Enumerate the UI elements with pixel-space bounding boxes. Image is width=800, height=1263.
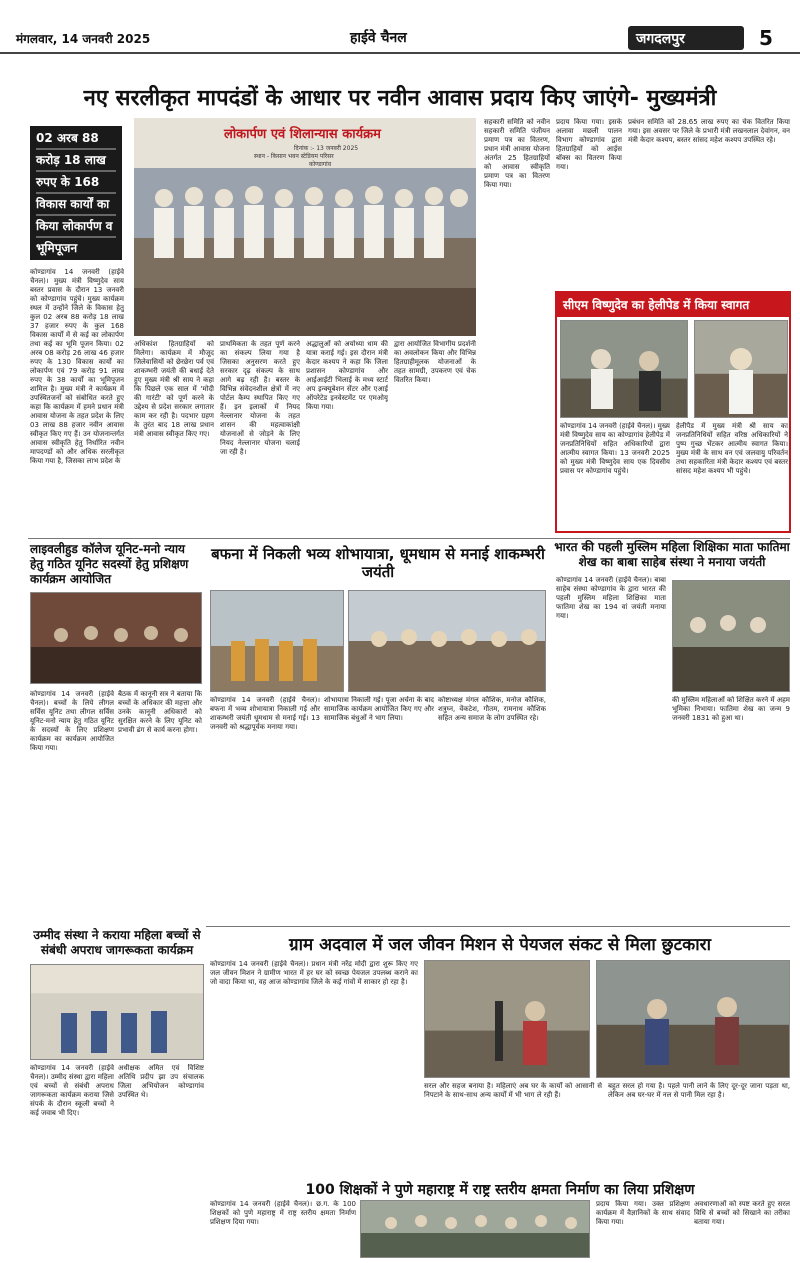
story6-col-2: अधीक्षक अमित एवं विशिष्ट अतिथि प्रदीप झा उप संचालक जिला अभियोजन कोण्डागांव उपस्थित थे। <box>118 1064 204 1099</box>
page-header <box>0 0 800 54</box>
training-scene <box>31 593 201 683</box>
highlight-line-1: 02 अरब 88 <box>36 130 116 150</box>
fatima-sheikh-event-photo <box>672 580 790 692</box>
highlight-box <box>30 126 122 260</box>
story2-col-1: कोण्डागांव 14 जनवरी (हाईवे चैनल)। बच्चों के लिये लीगल सर्विस यूनिट तथा लीगल सर्विस यूनिट-मनो न्याय हेतु गठित यूनिट के सदस्यों के लिए प्रशिक्षण कार्यक्रम का कार्यक्रम आयोजित किया गया। <box>30 690 114 752</box>
lead-col-4: अद्धालुओं को अयोध्या धाम की यात्रा कराई गई। इस दौरान मंत्री केदार कश्यप ने कहा कि जिला प्रशासन कोण्डागांव और आईआईटी भिलाई के मध्य स्टार्ट अप इन्क्यूबेशन सेंटर और एआई ऑपरेटेड इनवेस्टमेंट पर एमओयू किया गया। <box>306 340 388 411</box>
awareness-program-scene <box>31 965 203 1059</box>
water-tap-photo-1 <box>424 960 590 1078</box>
highlight-line-2: करोड़ 18 लाख <box>36 152 116 172</box>
lead-col-2: अधिकांश हितग्राहियों को मिलेगा। कार्यक्रम में मौजूद जिलेवासियों को छेरछेरा पर्व एवं शाकम्भरी जयंती की बधाई देते हुए मुख्य मंत्री श्री साय ने कहा कि पिछले एक साल में 'मोदी की गारंटी' को पूर्ण करने के उद्देश्य से प्रदेश सरकार लगातार काम कर रही है। पदभार ग्रहण के तुरंत बाद 18 लाख प्रधान मंत्री आवास स्वीकृत किए गए। <box>134 340 214 438</box>
training-photo <box>30 592 202 684</box>
helipad-photo-2 <box>694 320 788 418</box>
story5-col-3: बहुत सरल हो गया है। पहले पानी लाने के लिए दूर-दूर जाना पड़ता था, लेकिन अब घर-घर में नल से पानी मिल रहा है। <box>608 1082 790 1099</box>
highlight-line-3: रुपए के 168 <box>36 174 116 194</box>
water-tap-scene-2 <box>597 961 789 1077</box>
divider <box>206 926 790 927</box>
water-tap-scene-1 <box>425 961 589 1077</box>
helipad-photo-1 <box>560 320 688 418</box>
banner-title: लोकार्पण एवं शिलान्यास कार्यक्रम <box>224 127 381 142</box>
issue-date: मंगलवार, 14 जनवरी 2025 <box>16 32 151 46</box>
highlight-line-6: भूमिपूजन <box>36 241 78 255</box>
story6-headline: उम्मीद संस्था ने कराया महिला बच्चों से संबंधी अपराध जागरूकता कार्यक्रम <box>33 928 201 957</box>
stage-banner <box>134 118 476 168</box>
water-tap-photo-2 <box>596 960 790 1078</box>
story7-col-3: प्रदाय किया गया। उक्त प्रशिक्षण कार्यक्रम में वैज्ञानिकों के साथ संवाद किया गया। <box>596 1200 690 1226</box>
fatima-sheikh-event-scene <box>673 581 789 691</box>
banner-venue: स्थान - किसान भवन स्टेडियम परिसर <box>254 153 334 160</box>
highlight-line-5: किया लोकार्पण व <box>36 218 116 238</box>
story3-headline: बफना में निकली भव्य शोभायात्रा, धूमधाम से मनाई शाकम्भरी जयंती <box>211 545 545 581</box>
lead-col-8: प्रबंधन समिति को 28.65 लाख रुपए का चेक वितरित किया गया। इस अवसर पर जिले के प्रभारी मंत्री लखनलाल देवांगन, वन मंत्री केदार कश्यप, बस्तर सांसद महेश कश्यप उपस्थित रहे। <box>628 118 790 144</box>
story3-col-2: शोभायात्रा निकाली गई। पूजा अर्चना के बाद सामाजिक कार्यक्रम आयोजित किए गए और सामाजिक बंधुओं ने भाग लिया। <box>324 696 434 722</box>
lead-col-7: प्रदाय किया गया। इसके अलावा मछली पालन विभाग कोण्डागांव द्वारा हितग्राहियों को आईस बॉक्स का वितरण किया गया। <box>556 118 622 171</box>
story2-col-2: बैठक में कानूनी सत्र ने बताया कि बच्चों के अधिकार की महत्ता और उनके कानूनी अधिकारों को सुरक्षित करने के लिए यूनिट को प्रभावी ढंग से कार्य करना होगा। <box>118 690 202 734</box>
banner-date: दिनांक :- 13 जनवरी 2025 <box>294 145 359 152</box>
teachers-training-scene <box>361 1201 589 1257</box>
story4-col-2: की मुस्लिम महिलाओं को शिक्षित करने में अहम भूमिका निभाया। फातिमा शेख का जन्म 9 जनवरी 1831 को हुआ था। <box>672 696 790 722</box>
story4-headline: भारत की पहली मुस्लिम महिला शिक्षिका माता फातिमा शेख का बाबा साहेब संस्था ने मनाया जयंती <box>554 540 790 569</box>
procession-scene-2 <box>349 591 545 691</box>
lead-col-3: प्राथमिकता के तहत पूर्ण करने का संकल्प लिया गया है जिसका अनुसरण करते हुए सरकार दृढ़ संकल्प के साथ आगे बढ़ रही है। बस्तर के विभिन्न संवेदनशील क्षेत्रों में नए पोर्टल कैम्प स्थापित किए गए हैं। इन इलाकों में नियद नेल्लानार योजना के तहत शासन की महत्वाकांक्षी योजनाओं से जोड़ने के लिए नियद नेल्लानार योजना चलाई जा रही है। <box>220 340 300 456</box>
lead-col-6: सहकारी समिति को नवीन सहकारी समिति पंजीयन प्रमाण पत्र का वितरण, प्रधान मंत्री आवास योजना अंतर्गत 25 हितग्राहियों को आवास स्वीकृति प्रमाण पत्र का वितरण किया गया। <box>484 118 550 189</box>
cm-welcome-title: सीएम विष्णुदेव का हेलीपेड में किया स्वागत <box>555 291 791 317</box>
cm-box-col-right: हेलीपैड में मुख्य मंत्री श्री साय का जनप्रतिनिधियों सहित वरिष्ठ अधिकारियों ने पुष्प गुच्छ भेंटकर आत्मीय स्वागत किया। मुख्य मंत्री के साथ वन एवं जलवायु परिवर्तन तथा सहकारिता मंत्री केदार कश्यप एवं बस्तर सांसद महेश कश्यप भी पहुंचे। <box>676 422 788 475</box>
crowd-graphic <box>134 168 476 336</box>
story6-col-1: कोण्डागांव 14 जनवरी (हाईवे चैनल)। उम्मीद संस्था द्वारा महिला एवं बच्चों से संबंधी अपराध जागरूकता कार्यक्रम कराया जिसे संपर्क के दौरान स्कूली बच्चों ने कई जवाब भी दिए। <box>30 1064 114 1117</box>
page-number: 5 <box>759 26 773 50</box>
story7-col-1: कोण्डागांव 14 जनवरी (हाईवे चैनल)। छ.ग. के 100 शिक्षकों को पुणे महाराष्ट्र में राष्ट्र स्तरीय क्षमता निर्माण प्रशिक्षण दिया गया। <box>210 1200 356 1226</box>
paper-name: हाईवे चैनल <box>350 30 407 46</box>
procession-photo-2 <box>348 590 546 692</box>
story7-headline: 100 शिक्षकों ने पुणे महाराष्ट्र में राष्ट्र स्तरीय क्षमता निर्माण का लिया प्रशिक्षण <box>305 1182 695 1198</box>
story4-col-1: कोण्डागांव 14 जनवरी (हाईवे चैनल)। बाबा साहेब संस्था कोण्डागांव के द्वारा भारत की पहली मुस्लिम महिला शिक्षिका माता फातिमा शेख का 194 वां जयंती मनाया गया। <box>556 576 666 620</box>
divider <box>28 538 790 539</box>
helipad-scene-1 <box>561 321 687 417</box>
banner-place: कोण्डागांव <box>309 161 332 168</box>
event-stage-photo <box>134 118 476 336</box>
procession-scene-1 <box>211 591 343 691</box>
lead-col-1: कोण्डागांव 14 जनवरी (हाईवे चैनल)। मुख्य मंत्री विष्णुदेव साय बस्तर प्रवास के दौरान 13 जनवरी को कोण्डागांव पहुंचे। मुख्य कार्यक्रम स्थल में उन्होंने जिले के विकास हेतु कुल 02 अरब 88 करोड़ 18 लाख 37 हजार रुपए के कुल 168 विकास कार्यों में से कई का लोकार्पण तथा कई का भूमि पूजन किया। 02 अरब 08 करोड़ 26 लाख 46 हजार रुपए के 130 विकास कार्यों का लोकार्पण एवं 79 करोड़ 91 लाख रुपए के 38 कार्यों का भूमिपूजन शामिल है। मुख्य मंत्री ने कार्यक्रम में उपस्थितजनों को संबोधित करते हुए कहा कि कार्यक्रम में हमने प्रधान मंत्री आवास योजना के तहत प्रदेश के लिए 03 लाख 88 हजार नवीन आवास स्वीकृत किए गए हैं। उन योजनान्तर्गत आवास स्वीकृति हेतु निर्धारित नवीन मापदण्डों को और अधिक सरलीकृत किया गया है, जिसका लाभ प्रदेश के <box>30 268 124 465</box>
story3-col-1: कोण्डागांव 14 जनवरी (हाईवे चैनल)। बफना में भव्य शोभायात्रा निकाली गई और शाकम्भरी जयंती धूमधाम से मनाई गई। 13 जनवरी को श्रद्धापूर्वक मनाया गया। <box>210 696 320 731</box>
lead-col-5: द्वारा आयोजित विभागीय प्रदर्शनी का अवलोकन किया और विभिन्न हितग्राहीमूलक योजनाओं के तहत सामग्री, उपकरण एवं चेक वितरित किया। <box>394 340 476 384</box>
lead-headline: नए सरलीकृत मापदंडों के आधार पर नवीन आवास प्रदाय किए जाएंगे- मुख्यमंत्री <box>83 86 717 111</box>
story5-col-1: कोण्डागांव 14 जनवरी (हाईवे चैनल)। प्रधान मंत्री नरेंद्र मोदी द्वारा शुरू किए गए जल जीवन मिशन ने ग्रामीण भारत में हर घर को स्वच्छ पेयजल उपलब्ध कराने का जो वादा किया था, वह आज कोण्डागांव जिले के कई गांवों में साकार हो रहा है। <box>210 960 418 986</box>
teachers-training-photo <box>360 1200 590 1258</box>
helipad-scene-2 <box>695 321 787 417</box>
awareness-program-photo <box>30 964 204 1060</box>
story3-col-3: कोष्टाध्यक्ष मंगल कौशिक, मनोज कौशिक, शत्रुघ्न, वेंकटेश, गौतम, रामनाथ कौशिक सहित अन्य समाज के लोग उपस्थित रहे। <box>438 696 546 722</box>
story2-headline: लाइवलीहुड कॉलेज यूनिट-मनो न्याय हेतु गठित यूनिट सदस्यों हेतु प्रशिक्षण कार्यक्रम आयोजित <box>30 542 189 586</box>
story5-headline: ग्राम अदवाल में जल जीवन मिशन से पेयजल संकट से मिला छुटकारा <box>289 935 711 955</box>
procession-photo-1 <box>210 590 344 692</box>
highlight-line-4: विकास कार्यों का <box>36 196 116 216</box>
story7-col-4: अवधारणाओं को स्पष्ट करते हुए सरल विधि से बच्चों को सिखाने का तरीका बताया गया। <box>694 1200 790 1226</box>
cm-box-col-left: कोण्डागांव 14 जनवरी (हाईवे चैनल)। मुख्य मंत्री विष्णुदेव साय का कोण्डागांव हेलीपेड में जनप्रतिनिधियों सहित अधिकारियों द्वारा आत्मीय स्वागत किया। 13 जनवरी 2025 को मुख्य मंत्री विष्णुदेव साय एक दिवसीय प्रवास पर कोण्डागांव पहुंचे। <box>560 422 670 475</box>
story5-col-2: सरल और सहज बनाया है। महिलाएं अब घर के कार्यों को आसानी से निपटाने के साथ-साथ अन्य कार्यों में भी भाग ले रही हैं। <box>424 1082 602 1099</box>
edition-city: जगदलपुर <box>628 26 744 50</box>
